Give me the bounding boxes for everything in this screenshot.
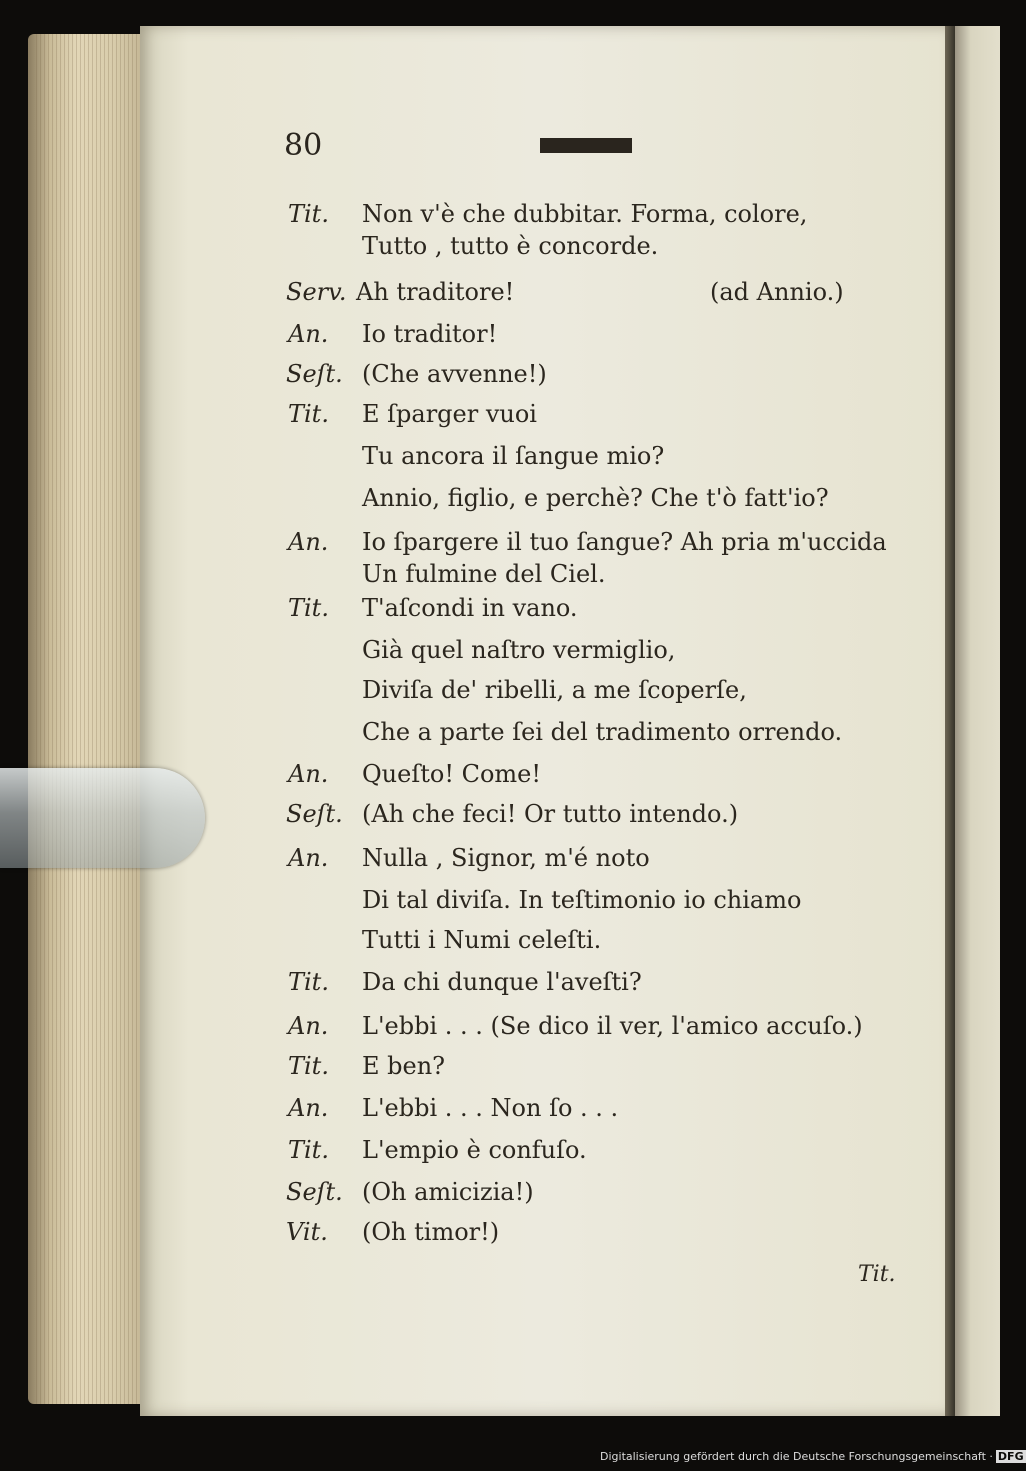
speaker-name: Serv. xyxy=(286,278,347,306)
dialogue-line: (Ah che feci! Or tutto intendo.) xyxy=(362,800,739,828)
speaker-name: Tit. xyxy=(288,968,329,996)
speaker-name: Tit. xyxy=(288,400,329,428)
dialogue-line: Queſto! Come! xyxy=(362,760,542,788)
facing-page xyxy=(955,26,1000,1416)
speaker-name: Seſt. xyxy=(286,800,343,828)
dfg-logo: DFG xyxy=(997,1450,1024,1463)
speaker-name: An. xyxy=(288,1094,329,1122)
dialogue-line: Nulla , Signor, m'é noto xyxy=(362,844,650,872)
page-edge-lines xyxy=(36,34,146,1404)
dialogue-line: (Oh amicizia!) xyxy=(362,1178,534,1206)
dialogue-line: Non v'è che dubbitar. Forma, colore, xyxy=(362,200,808,228)
speaker-name: Tit. xyxy=(288,594,329,622)
dialogue-line: Io traditor! xyxy=(362,320,498,348)
dialogue-line: Che a parte ſei del tradimento orrendo. xyxy=(362,718,843,746)
dialogue-line: Di tal diviſa. In teſtimonio io chiamo xyxy=(362,886,802,914)
dialogue-line: L'ebbi . . . Non ſo . . . xyxy=(362,1094,619,1122)
speaker-name: An. xyxy=(288,844,329,872)
speaker-name: Tit. xyxy=(288,1136,329,1164)
speaker-name: Seſt. xyxy=(286,1178,343,1206)
speaker-name: Tit. xyxy=(288,1052,329,1080)
dialogue-line: E ben? xyxy=(362,1052,446,1080)
speaker-name: Vit. xyxy=(286,1218,328,1246)
dialogue-line: L'ebbi . . . (Se dico il ver, l'amico accuſo.) xyxy=(362,1012,863,1040)
credit-text: Digitalisierung gefördert durch die Deutsche Forschungsgemeinschaft · xyxy=(600,1450,993,1463)
speaker-name: Tit. xyxy=(288,200,329,228)
speaker-name: An. xyxy=(288,528,329,556)
dialogue-line: Ah traditore! xyxy=(356,278,515,306)
dialogue-line: Già quel naſtro vermiglio, xyxy=(362,636,676,664)
speaker-name: An. xyxy=(288,1012,329,1040)
dialogue-line: Un fulmine del Ciel. xyxy=(362,560,606,588)
header-rule xyxy=(540,138,632,153)
dialogue-line: L'empio è confuſo. xyxy=(362,1136,587,1164)
speaker-name: Seſt. xyxy=(286,360,343,388)
dialogue-line: (Oh timor!) xyxy=(362,1218,500,1246)
dialogue-line: Tu ancora il ſangue mio? xyxy=(362,442,665,470)
page-holder-clip xyxy=(0,768,205,868)
speaker-name: An. xyxy=(288,760,329,788)
stage-direction: (ad Annio.) xyxy=(710,278,844,306)
dialogue-line: E ſparger vuoi xyxy=(362,400,537,428)
dialogue-line: Tutto , tutto è concorde. xyxy=(362,232,659,260)
dialogue-line: Da chi dunque l'aveſti? xyxy=(362,968,642,996)
page-number: 80 xyxy=(284,128,323,163)
speaker-name: An. xyxy=(288,320,329,348)
catchword: Tit. xyxy=(858,1262,896,1287)
dialogue-line: T'aſcondi in vano. xyxy=(362,594,578,622)
digitization-credit xyxy=(600,1450,1026,1463)
dialogue-line: Tutti i Numi celeſti. xyxy=(362,926,602,954)
dialogue-line: Io ſpargere il tuo ſangue? Ah pria m'uccida xyxy=(362,528,887,556)
dialogue-line: (Che avvenne!) xyxy=(362,360,547,388)
dialogue-line: Diviſa de' ribelli, a me ſcoperſe, xyxy=(362,676,747,704)
dialogue-line: Annio, figlio, e perchè? Che t'ò fatt'io? xyxy=(362,484,829,512)
